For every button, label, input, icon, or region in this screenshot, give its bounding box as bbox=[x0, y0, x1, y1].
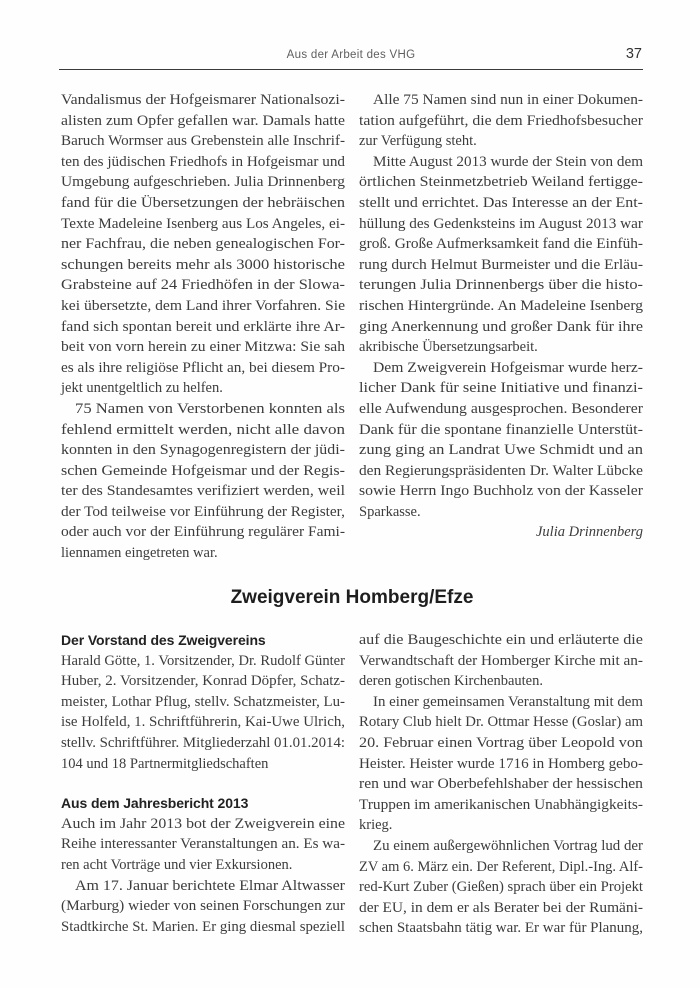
text-line: Harald Götte, 1. Vorsitzender, Dr. Rudolf Günter bbox=[61, 652, 345, 669]
article-homberg-left-column bbox=[61, 630, 345, 939]
text-line: hüllung des Gedenksteins im August 2013 war bbox=[359, 215, 643, 232]
text-line: auf die Baugeschichte ein und erläuterte die bbox=[359, 632, 643, 648]
text-line: rischen Hintergründe. An Madeleine Isenberg bbox=[359, 297, 643, 314]
subheading: Der Vorstand des Zweigvereins bbox=[61, 632, 266, 648]
text-line: Auch im Jahr 2013 bot der Zweigverein eine bbox=[61, 815, 345, 832]
text-line: Rotary Club hielt Dr. Ottmar Hesse (Goslar) am bbox=[359, 714, 643, 731]
text-line: red-Kurt Zuber (Gießen) sprach über ein Projekt bbox=[359, 879, 643, 896]
text-line: fehlend ermittelt werden, nicht alle davon bbox=[61, 421, 345, 438]
text-line: licher Dank für seine Initiative und finanzi- bbox=[359, 380, 643, 397]
text-line: fand für die Übersetzungen der hebräischen bbox=[61, 194, 345, 211]
text-line: ZV am 6. März ein. Der Referent, Dipl.-Ing. Alf- bbox=[359, 858, 643, 875]
text-line: Umgebung aufgeschrieben. Julia Drinnenberg bbox=[61, 174, 345, 191]
text-line: ren und war Oberbefehlshaber der hessischen bbox=[359, 776, 643, 793]
text-line: es als ihre religiöse Pflicht an, bei diesem Pro- bbox=[61, 359, 345, 376]
text-line: schen Gemeinde Hofgeismar und der Regis- bbox=[61, 462, 345, 479]
text-line: tation aufgeführt, die dem Friedhofsbesucher bbox=[359, 112, 643, 129]
text-line: zur Verfügung steht. bbox=[359, 133, 477, 150]
text-line: liennamen eingetreten war. bbox=[61, 545, 218, 562]
text-line: jekt unentgeltlich zu helfen. bbox=[61, 380, 223, 397]
article-hofgeismar-left-column bbox=[61, 90, 345, 564]
text-line: schen Staatsbahn tätig war. Er war für Planung, bbox=[359, 920, 643, 937]
text-line: sowie Herrn Ingo Buchholz von der Kasseler bbox=[359, 483, 643, 500]
text-line: akribische Übersetzungsarbeit. bbox=[359, 339, 538, 356]
text-line: Alle 75 Namen sind nun in einer Dokumen- bbox=[373, 92, 643, 108]
text-line: terungen Julia Drinnenbergs über die histo- bbox=[359, 277, 643, 294]
text-line: oder auch vor der Einführung regulärer Fami- bbox=[61, 524, 345, 541]
text-line: Heister. Heister wurde 1716 in Homberg gebo- bbox=[359, 755, 643, 772]
text-line: krieg. bbox=[359, 817, 393, 834]
header-rule bbox=[59, 69, 643, 70]
text-line: ise Holfeld, 1. Schriftführerin, Kai-Uwe Ulrich, bbox=[61, 714, 345, 731]
text-line: ner Fachfrau, die neben genealogischen For- bbox=[61, 236, 345, 253]
article-homberg-right-column bbox=[359, 630, 643, 939]
text-line: Reihe interessanter Veranstaltungen an. Es wa- bbox=[61, 836, 345, 853]
text-line: Truppen im amerikanischen Unabhängigkeits- bbox=[359, 796, 643, 813]
text-line: 75 Namen von Verstorbenen konnten als bbox=[75, 400, 345, 417]
text-line: ging Anerkennung und großer Dank für ihre bbox=[359, 318, 643, 335]
text-line: der Tod teilweise vor Einführung der Register, bbox=[61, 503, 345, 520]
article-hofgeismar-right-column bbox=[359, 90, 643, 564]
text-line: Grabsteine auf 24 Friedhöfen in der Slowa- bbox=[61, 277, 345, 294]
text-line: konnten in den Synagogenregistern der jüdi- bbox=[61, 442, 345, 459]
text-line: Verwandtschaft der Homberger Kirche mit an- bbox=[359, 652, 643, 669]
text-line: Texte Madeleine Isenberg aus Los Angeles, ei- bbox=[61, 215, 345, 232]
text-line: ten des jüdischen Friedhofs in Hofgeismar und bbox=[61, 153, 345, 170]
text-line: Huber, 2. Vorsitzender, Konrad Döpfer, Schatz- bbox=[61, 673, 345, 690]
text-line: deren gotischen Kirchenbauten. bbox=[359, 673, 543, 690]
text-line: schungen bereits mehr als 3000 historische bbox=[61, 256, 345, 273]
running-title: Aus der Arbeit des VHG bbox=[286, 49, 416, 61]
article-homberg-columns bbox=[61, 630, 643, 939]
text-line: 20. Februar einen Vortrag über Leopold von bbox=[359, 734, 643, 751]
text-line: stellv. Schriftführer. Mitgliederzahl 01.01.2014: bbox=[61, 734, 345, 751]
byline: Julia Drinnenberg bbox=[536, 524, 643, 541]
text-line: der EU, in dem er als Berater bei der Rumäni- bbox=[359, 899, 643, 916]
text-line: groß. Große Aufmerksamkeit fand die Einfüh- bbox=[359, 236, 643, 253]
text-line: den Regierungspräsidenten Dr. Walter Lübcke bbox=[359, 462, 643, 479]
text-line: zung ging an Landrat Uwe Schmidt und an bbox=[359, 442, 643, 459]
page-header bbox=[59, 46, 643, 65]
text-line: beit von vorn herein zu einer Mitzwa: Sie sah bbox=[61, 339, 345, 356]
text-line: In einer gemeinsamen Veranstaltung mit dem bbox=[373, 693, 643, 710]
text-line: Stadtkirche St. Marien. Er ging diesmal speziell bbox=[61, 918, 345, 935]
article-hofgeismar-columns bbox=[61, 90, 643, 564]
text-line: Mitte August 2013 wurde der Stein von dem bbox=[373, 153, 643, 170]
page-number: 37 bbox=[625, 46, 642, 62]
text-line: Dank für die spontane finanzielle Unterstüt- bbox=[359, 421, 643, 438]
text-line: meister, Lothar Pflug, stellv. Schatzmeister, Lu- bbox=[61, 693, 345, 710]
text-line: 104 und 18 Partnermitgliedschaften bbox=[61, 755, 269, 772]
text-line: Dem Zweigverein Hofgeismar wurde herz- bbox=[373, 359, 643, 376]
text-line: Vandalismus der Hofgeismarer Nationalsozi- bbox=[61, 92, 345, 108]
text-line: ter des Standesamtes verifiziert werden, weil bbox=[61, 483, 345, 500]
text-line: Zu einem außergewöhnlichen Vortrag lud der bbox=[373, 837, 643, 854]
text-line: elle Aufwendung ausgesprochen. Besonderer bbox=[359, 400, 643, 417]
text-line: ren acht Vorträge und vier Exkursionen. bbox=[61, 856, 293, 873]
text-line: Am 17. Januar berichtete Elmar Altwasser bbox=[75, 877, 345, 894]
text-line: Baruch Wormser aus Grebenstein alle Inschrif- bbox=[61, 133, 345, 150]
text-line: kei übersetzte, dem Land ihrer Vorfahren. Sie bbox=[61, 297, 345, 314]
text-line: (Marburg) wieder von seinen Forschungen zur bbox=[61, 898, 345, 915]
section-heading-homberg-efze: Zweigverein Homberg/Efze bbox=[230, 587, 474, 608]
text-line: Sparkasse. bbox=[359, 503, 421, 520]
text-line: rung durch Helmut Burmeister und die Erläu- bbox=[359, 256, 643, 273]
text-line: stellt und errichtet. Das Interesse an der Ent- bbox=[359, 194, 643, 211]
text-line: alisten zum Opfer gefallen war. Damals hatte bbox=[61, 112, 345, 129]
subheading: Aus dem Jahresbericht 2013 bbox=[61, 795, 249, 812]
text-line: fand sich spontan bereit und erklärte ihre Ar- bbox=[61, 318, 345, 335]
text-line: örtlichen Steinmetzbetrieb Weiland fertigge- bbox=[359, 174, 643, 191]
